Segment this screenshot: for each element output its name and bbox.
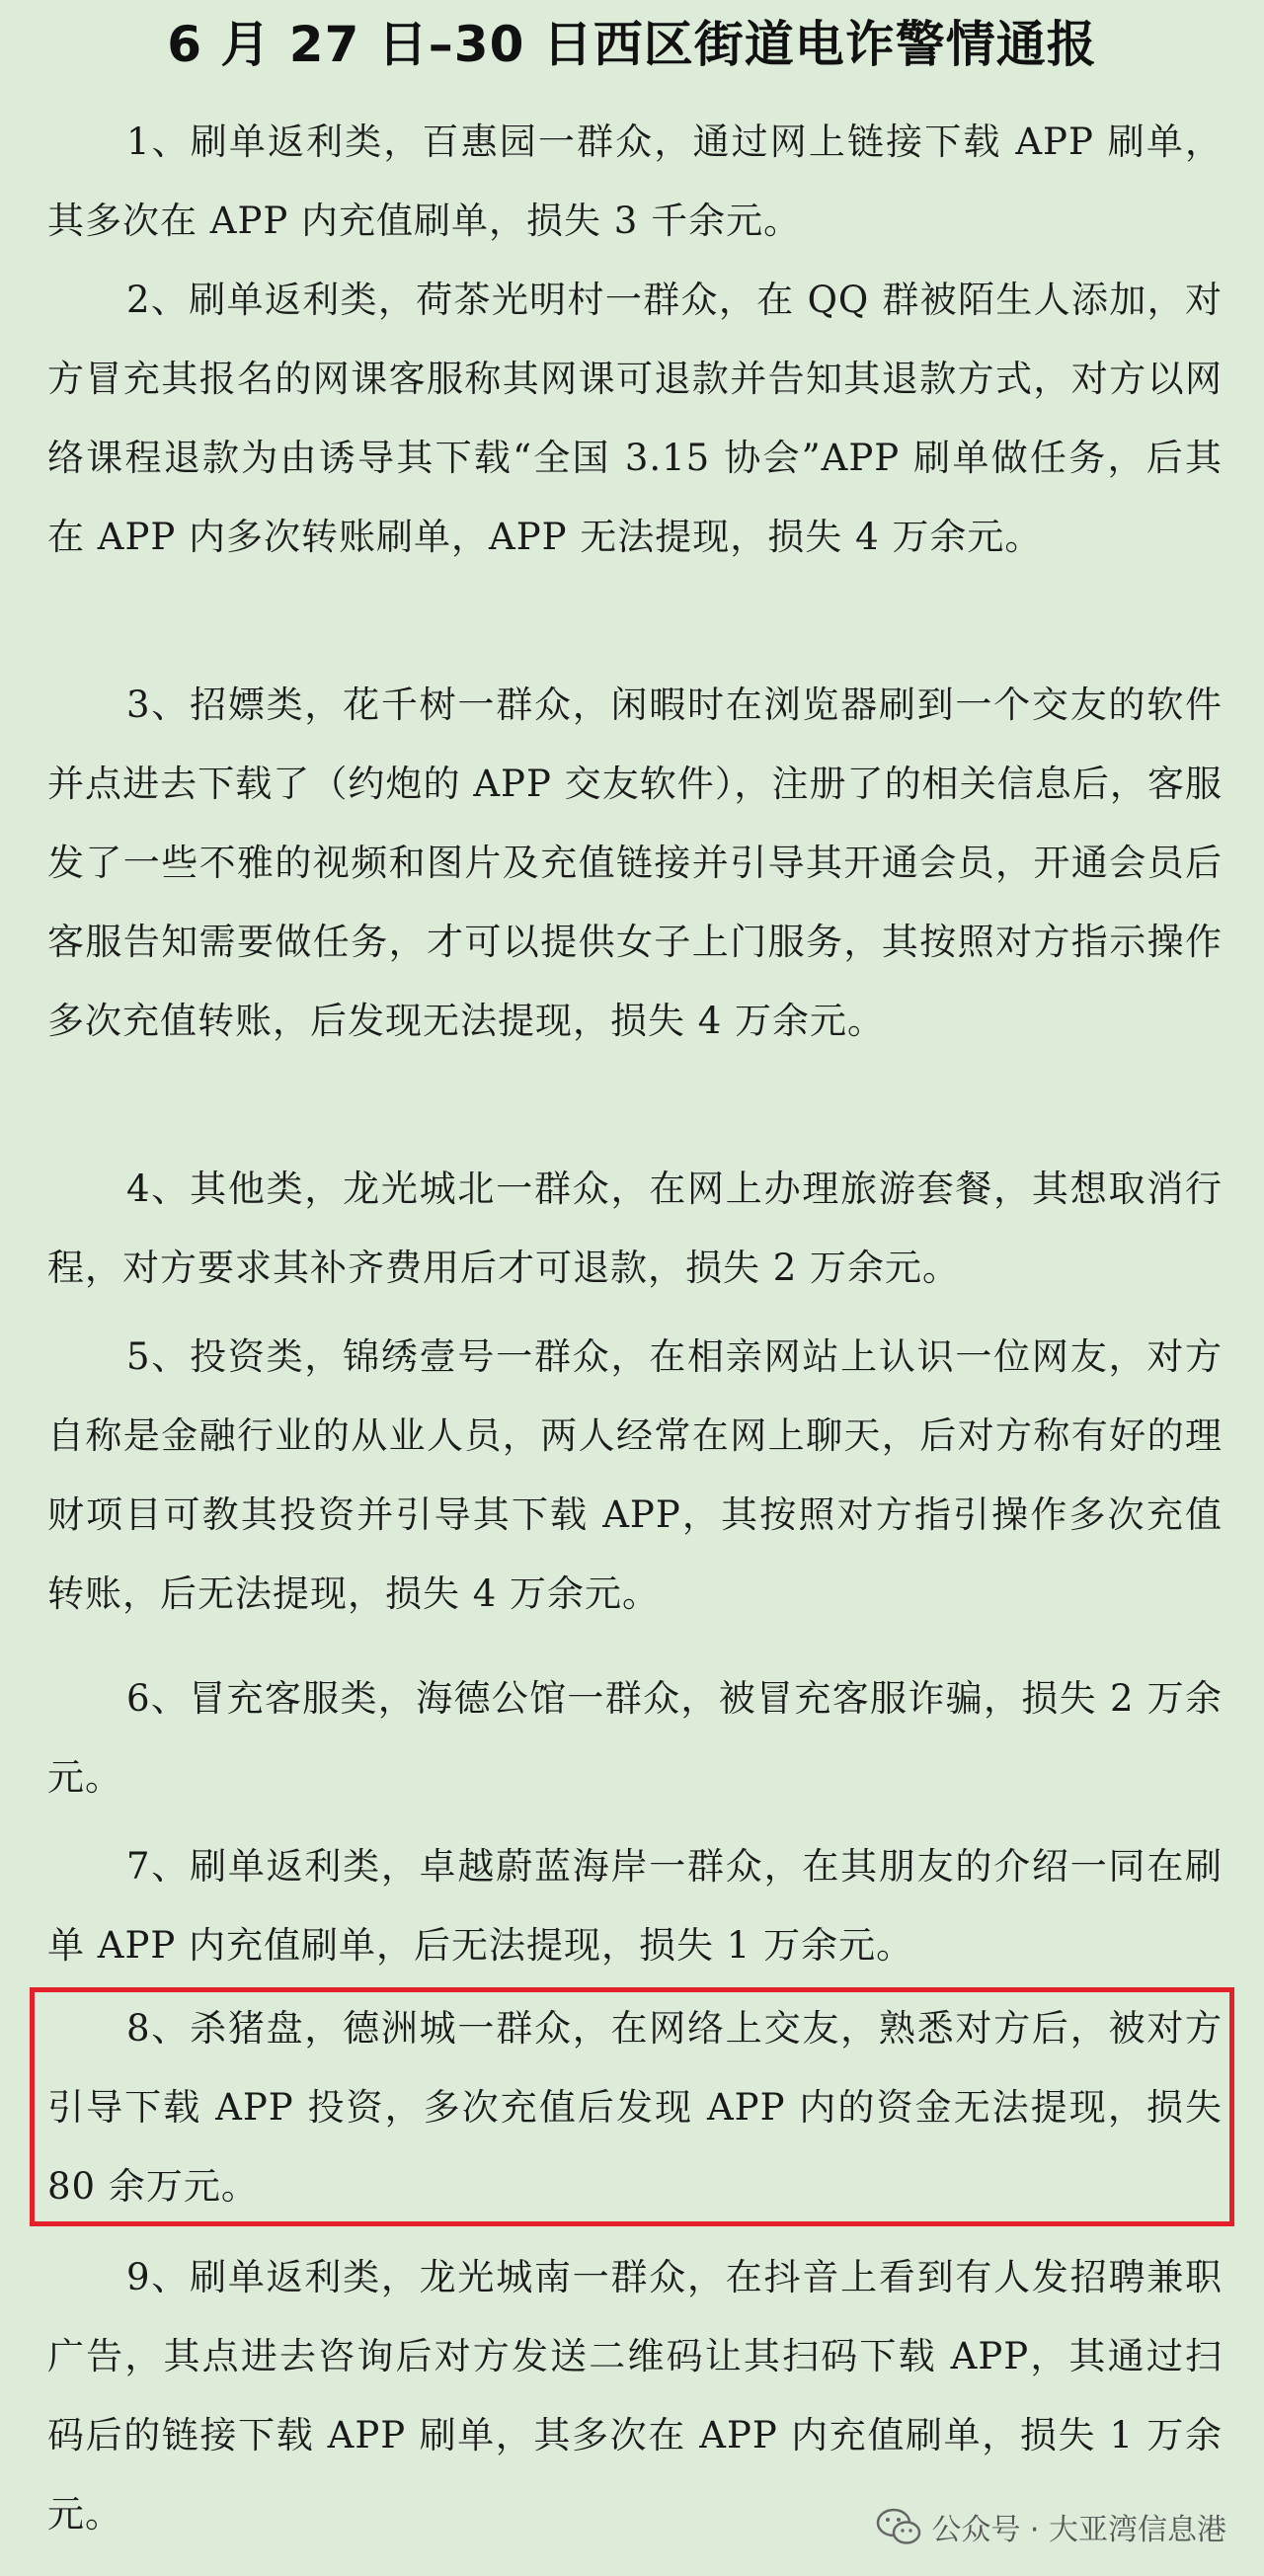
notice-item-3: 3、招嫖类，花千树一群众，闲暇时在浏览器刷到一个交友的软件并点进去下载了（约炮的 APP 交友软件），注册了的相关信息后，客服发了一些不雅的视频和图片及充值链接并引导其开通会员，开通会员后客服告知需要做任务，才可以提供女子上门服务，其按照对方指示操作多次充值转账，后发现无法提现，损失 4 万余元。 [47, 684, 1223, 1042]
watermark [876, 2505, 1226, 2548]
notice-item-4: 4、其他类，龙光城北一群众，在网上办理旅游套餐，其想取消行程，对方要求其补齐费用后才可退款，损失 2 万余元。 [47, 1167, 1223, 1289]
notice-item-8: 8、杀猪盘，德洲城一群众，在网络上交友，熟悉对方后，被对方引导下载 APP 投资，多次充值后发现 APP 内的资金无法提现，损失 80 余万元。 [47, 2007, 1223, 2208]
notice-item-6: 6、冒充客服类，海德公馆一群众，被冒充客服诈骗，损失 2 万余元。 [47, 1677, 1223, 1799]
notice-item-5: 5、投资类，锦绣壹号一群众，在相亲网站上认识一位网友，对方自称是金融行业的从业人员，两人经常在网上聊天，后对方称有好的理财项目可教其投资并引导其下载 APP，其按照对方指引操作多次充值转账，后无法提现，损失 4 万余元。 [47, 1335, 1223, 1615]
notice-item-7: 7、刷单返利类，卓越蔚蓝海岸一群众，在其朋友的介绍一同在刷单 APP 内充值刷单，后无法提现，损失 1 万余元。 [47, 1845, 1223, 1967]
notice-item-1: 1、刷单返利类，百惠园一群众，通过网上链接下载 APP 刷单，其多次在 APP 内充值刷单，损失 3 千余元。 [47, 121, 1223, 242]
page-title: 6 月 27 日–30 日西区街道电诈警情通报 [167, 16, 1097, 73]
watermark-text: 公众号 · 大亚湾信息港 [931, 2513, 1226, 2547]
notice-item-2: 2、刷单返利类，荷茶光明村一群众，在 QQ 群被陌生人添加，对方冒充其报名的网课客服称其网课可退款并告知其退款方式，对方以网络课程退款为由诱导其下载“全国 3.15 协会”APP 刷单做任务，后其在 APP 内多次转账刷单，APP 无法提现，损失 4 万余元。 [47, 279, 1223, 558]
wechat-icon [876, 2507, 921, 2546]
notice-item-9: 9、刷单返利类，龙光城南一群众，在抖音上看到有人发招聘兼职广告，其点进去咨询后对方发送二维码让其扫码下载 APP，其通过扫码后的链接下载 APP 刷单，其多次在 APP 内充值刷单，损失 1 万余元。 [47, 2256, 1223, 2536]
